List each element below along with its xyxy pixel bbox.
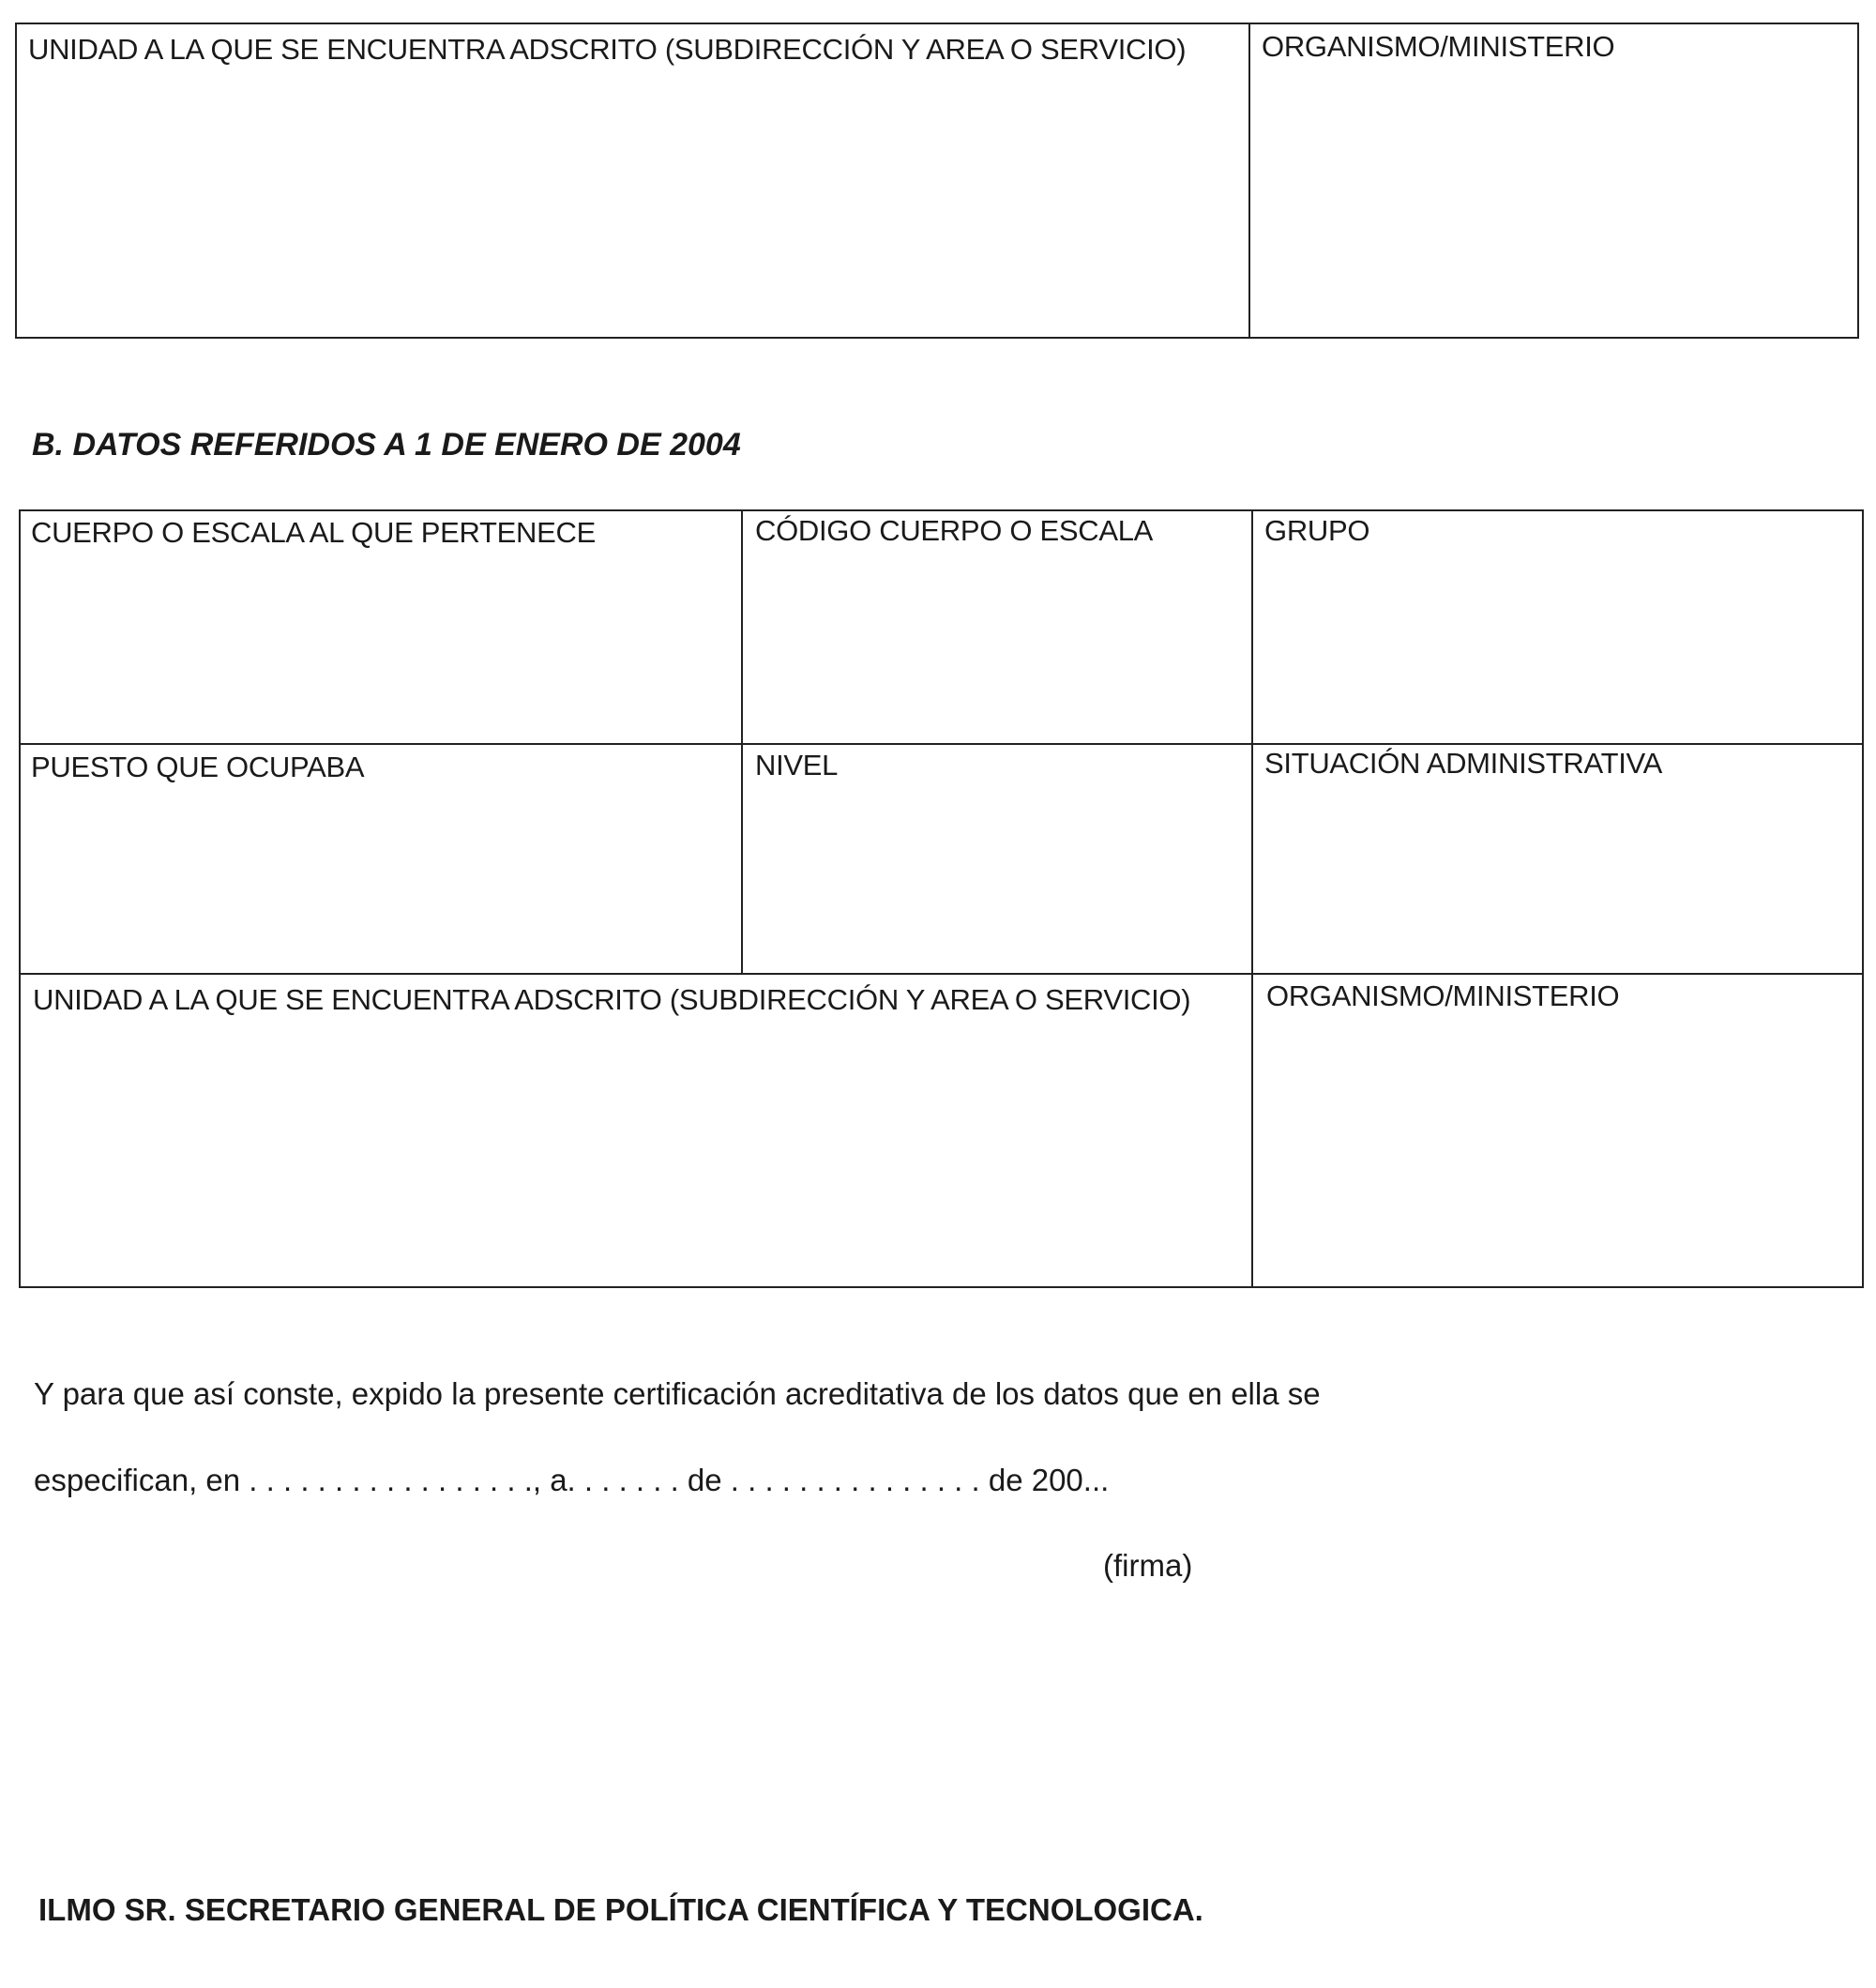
certification-line-2[interactable]: especifican, en . . . . . . . . . . . . . . . . ., a. . . . . . . de . . . . . . . . . . . . . . . de 200...: [34, 1463, 1110, 1497]
situacion-field-label[interactable]: SITUACIÓN ADMINISTRATIVA: [1264, 747, 1662, 780]
organismo-field-label[interactable]: ORGANISMO/MINISTERIO: [1266, 979, 1620, 1012]
unidad-field-label[interactable]: UNIDAD A LA QUE SE ENCUENTRA ADSCRITO (SUBDIRECCIÓN Y AREA O SERVICIO): [28, 33, 1187, 66]
organismo-field-label[interactable]: ORGANISMO/MINISTERIO: [1262, 30, 1615, 63]
section-b-table: [19, 509, 1864, 1288]
divider: [741, 509, 743, 974]
cuerpo-field-label[interactable]: CUERPO O ESCALA AL QUE PERTENECE: [31, 516, 596, 549]
certification-text: [34, 1351, 1816, 1524]
nivel-field-label[interactable]: NIVEL: [755, 749, 839, 782]
divider: [19, 743, 1864, 745]
signature-label: (firma): [1103, 1548, 1193, 1583]
unidad-field-label[interactable]: UNIDAD A LA QUE SE ENCUENTRA ADSCRITO (SUBDIRECCIÓN Y AREA O SERVICIO): [33, 983, 1191, 1016]
section-b-heading: B. DATOS REFERIDOS A 1 DE ENERO DE 2004: [32, 427, 741, 463]
divider: [1248, 23, 1250, 339]
certification-line-1: Y para que así conste, expido la presente certificación acreditativa de los datos que en ella se: [34, 1376, 1321, 1411]
grupo-field-label[interactable]: GRUPO: [1264, 514, 1370, 547]
codigo-field-label[interactable]: CÓDIGO CUERPO O ESCALA: [755, 514, 1154, 547]
addressee: ILMO SR. SECRETARIO GENERAL DE POLÍTICA CIENTÍFICA Y TECNOLOGICA.: [38, 1892, 1203, 1927]
divider: [1251, 509, 1253, 1288]
puesto-field-label[interactable]: PUESTO QUE OCUPABA: [31, 751, 365, 783]
